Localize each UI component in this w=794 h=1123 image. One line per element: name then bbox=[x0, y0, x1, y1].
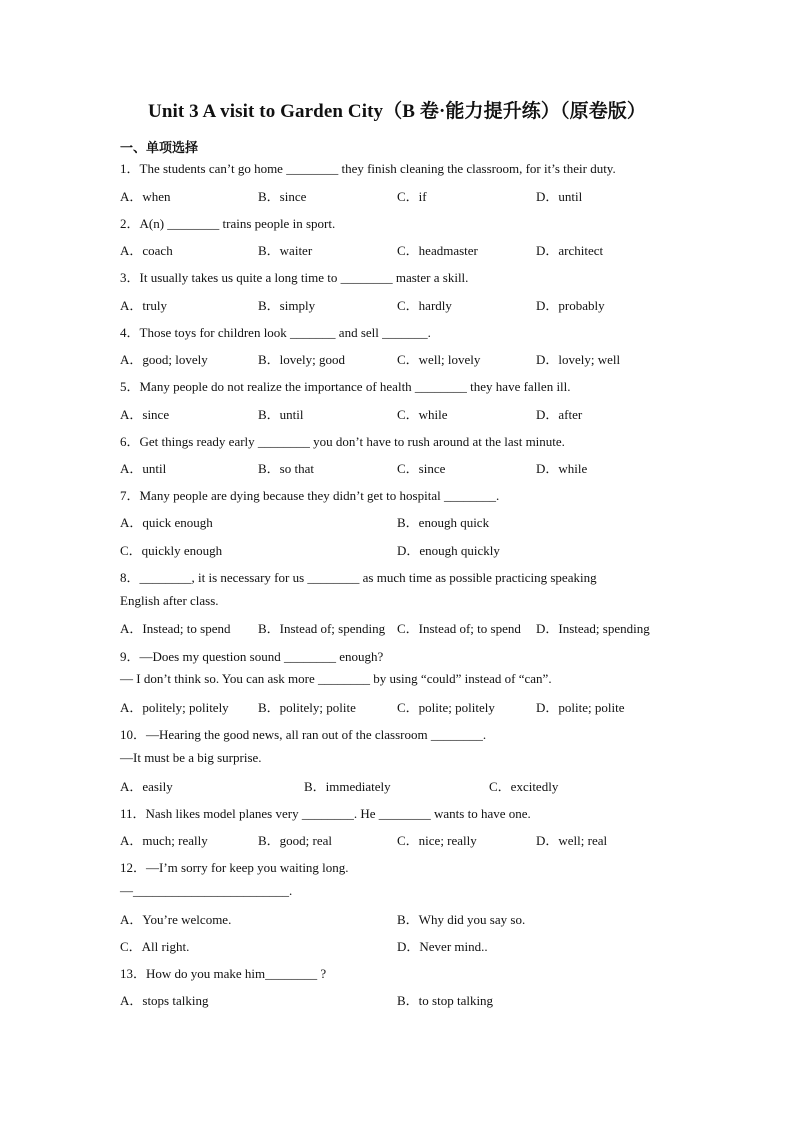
question-10-option-c: C．excitedly bbox=[489, 779, 559, 794]
question-12-stem-continued: —________________________. bbox=[120, 883, 293, 898]
question-3-option-a: A．truly bbox=[120, 298, 167, 313]
question-9-stem-continued: — I don’t think so. You can ask more ________ by using “could” instead of “can”. bbox=[120, 671, 552, 686]
question-9-option-d: D．polite; polite bbox=[536, 700, 625, 715]
question-12-option-c: C．All right. bbox=[120, 939, 190, 954]
question-12-option-d: D．Never mind.. bbox=[397, 939, 488, 954]
question-10-option-b: B．immediately bbox=[304, 779, 391, 794]
question-12-stem: 12．—I’m sorry for keep you waiting long. bbox=[120, 860, 349, 875]
question-3-stem: 3．It usually takes us quite a long time to ________ master a skill. bbox=[120, 270, 469, 285]
section-heading: 一、单项选择 bbox=[120, 140, 199, 155]
question-8-option-b: B．Instead of; spending bbox=[258, 621, 386, 636]
question-9-option-c: C．polite; politely bbox=[397, 700, 495, 715]
question-9-stem: 9．—Does my question sound ________ enough? bbox=[120, 649, 384, 664]
question-13-stem: 13．How do you make him________ ? bbox=[120, 966, 327, 981]
question-4-option-b: B．lovely; good bbox=[258, 352, 346, 367]
question-12-option-b: B．Why did you say so. bbox=[397, 912, 526, 927]
question-11-option-c: C．nice; really bbox=[397, 833, 477, 848]
question-4-option-a: A．good; lovely bbox=[120, 352, 208, 367]
question-6-option-a: A．until bbox=[120, 461, 167, 476]
question-2-option-d: D．architect bbox=[536, 243, 604, 258]
question-8-option-c: C．Instead of; to spend bbox=[397, 621, 521, 636]
question-2-stem: 2．A(n) ________ trains people in sport. bbox=[120, 216, 336, 231]
question-11-stem: 11．Nash likes model planes very ________. He ________ wants to have one. bbox=[120, 806, 531, 821]
question-6-option-c: C．since bbox=[397, 461, 446, 476]
question-6-option-b: B．so that bbox=[258, 461, 314, 476]
question-3-option-c: C．hardly bbox=[397, 298, 452, 313]
question-13-option-a: A．stops talking bbox=[120, 993, 209, 1008]
question-10-option-a: A．easily bbox=[120, 779, 173, 794]
page-title: Unit 3 A visit to Garden City（B 卷·能力提升练）（原卷版） bbox=[148, 101, 646, 122]
question-5-option-b: B．until bbox=[258, 407, 304, 422]
question-4-option-c: C．well; lovely bbox=[397, 352, 481, 367]
question-5-stem: 5．Many people do not realize the importance of health ________ they have fallen ill. bbox=[120, 379, 571, 394]
question-5-option-c: C．while bbox=[397, 407, 448, 422]
question-2-option-c: C．headmaster bbox=[397, 243, 478, 258]
question-6-option-d: D．while bbox=[536, 461, 588, 476]
question-2-option-b: B．waiter bbox=[258, 243, 313, 258]
question-7-option-c: C．quickly enough bbox=[120, 543, 223, 558]
question-7-option-a: A．quick enough bbox=[120, 515, 213, 530]
question-12-option-a: A．You’re welcome. bbox=[120, 912, 232, 927]
question-1-option-d: D．until bbox=[536, 189, 583, 204]
question-3-option-b: B．simply bbox=[258, 298, 316, 313]
question-10-stem-continued: —It must be a big surprise. bbox=[120, 750, 262, 765]
question-1-option-c: C．if bbox=[397, 189, 427, 204]
question-8-stem-continued: English after class. bbox=[120, 593, 219, 608]
question-4-option-d: D．lovely; well bbox=[536, 352, 621, 367]
question-13-option-b: B．to stop talking bbox=[397, 993, 494, 1008]
question-1-option-b: B．since bbox=[258, 189, 307, 204]
question-8-option-a: A．Instead; to spend bbox=[120, 621, 231, 636]
question-1-stem: 1．The students can’t go home ________ they finish cleaning the classroom, for it’s their duty. bbox=[120, 161, 616, 176]
question-7-stem: 7．Many people are dying because they didn’t get to hospital ________. bbox=[120, 488, 500, 503]
question-8-stem: 8．________, it is necessary for us ________ as much time as possible practicing speaking bbox=[120, 570, 597, 585]
question-4-stem: 4．Those toys for children look _______ and sell _______. bbox=[120, 325, 431, 340]
question-3-option-d: D．probably bbox=[536, 298, 605, 313]
question-9-option-b: B．politely; polite bbox=[258, 700, 356, 715]
question-7-option-b: B．enough quick bbox=[397, 515, 490, 530]
question-11-option-b: B．good; real bbox=[258, 833, 333, 848]
question-8-option-d: D．Instead; spending bbox=[536, 621, 650, 636]
question-11-option-d: D．well; real bbox=[536, 833, 608, 848]
question-10-stem: 10．—Hearing the good news, all ran out of the classroom ________. bbox=[120, 727, 487, 742]
question-6-stem: 6．Get things ready early ________ you don’t have to rush around at the last minute. bbox=[120, 434, 565, 449]
question-11-option-a: A．much; really bbox=[120, 833, 208, 848]
question-7-option-d: D．enough quickly bbox=[397, 543, 500, 558]
question-2-option-a: A．coach bbox=[120, 243, 173, 258]
question-9-option-a: A．politely; politely bbox=[120, 700, 229, 715]
question-5-option-d: D．after bbox=[536, 407, 583, 422]
question-1-option-a: A．when bbox=[120, 189, 171, 204]
question-5-option-a: A．since bbox=[120, 407, 170, 422]
